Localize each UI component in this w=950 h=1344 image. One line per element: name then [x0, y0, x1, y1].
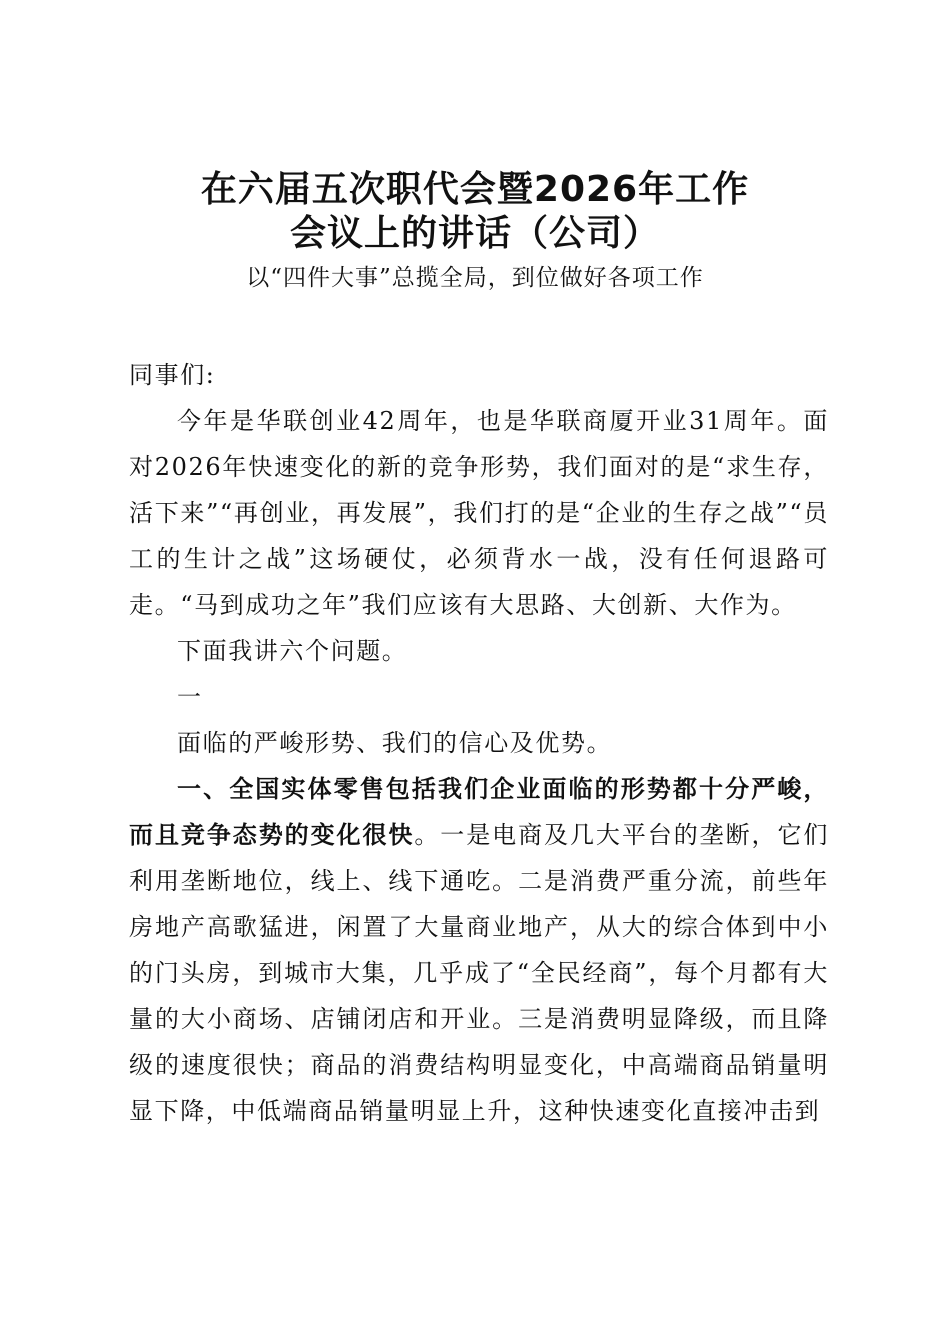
section-heading: 面临的严峻形势、我们的信心及优势。 — [177, 729, 613, 757]
paragraph-opening: 今年是华联创业42周年，也是华联商厦开业31周年。面对2026年快速变化的新的竞争形势，我们面对的是“求生存，活下来”“再创业，再发展”，我们打的是“企业的生存之战”“员工的生计之战”这场硬仗，必须背水一战，没有任何退路可走。“马到成功之年”我们应该有大思路、大创新、大作为。 — [129, 407, 829, 619]
salutation: 同事们: — [129, 361, 216, 389]
paragraph-point-one — [129, 766, 829, 1134]
point-one-bold-lead: 一、全国实体零售包括我们企业面临的形势都十分严峻，而且竞争态势的变化很快 — [129, 775, 829, 849]
document-title-line-1: 在六届五次职代会暨2026年工作 — [200, 169, 750, 210]
document-title-line-2: 会议上的讲话（公司） — [289, 213, 660, 254]
section-marker: 一 — [177, 683, 203, 711]
title-block — [0, 168, 950, 294]
point-one-text: 。一是电商及几大平台的垄断，它们利用垄断地位，线上、线下通吃。二是消费严重分流，前些年房地产高歌猛进，闲置了大量商业地产，从大的综合体到中小的门头房，到城市大集，几乎成了“全民经商”，每个月都有大量的大小商场、店铺闭店和开业。三是消费明显降级，而且降级的速度很快；商品的消费结构明显变化，中高端商品销量明显下降，中低端商品销量明显上升，这种快速变化直接冲击到 — [129, 821, 829, 1125]
document-subtitle: 以“四件大事”总揽全局，到位做好各项工作 — [246, 265, 704, 291]
document-body — [129, 352, 829, 1134]
paragraph-outline: 下面我讲六个问题。 — [177, 637, 408, 665]
